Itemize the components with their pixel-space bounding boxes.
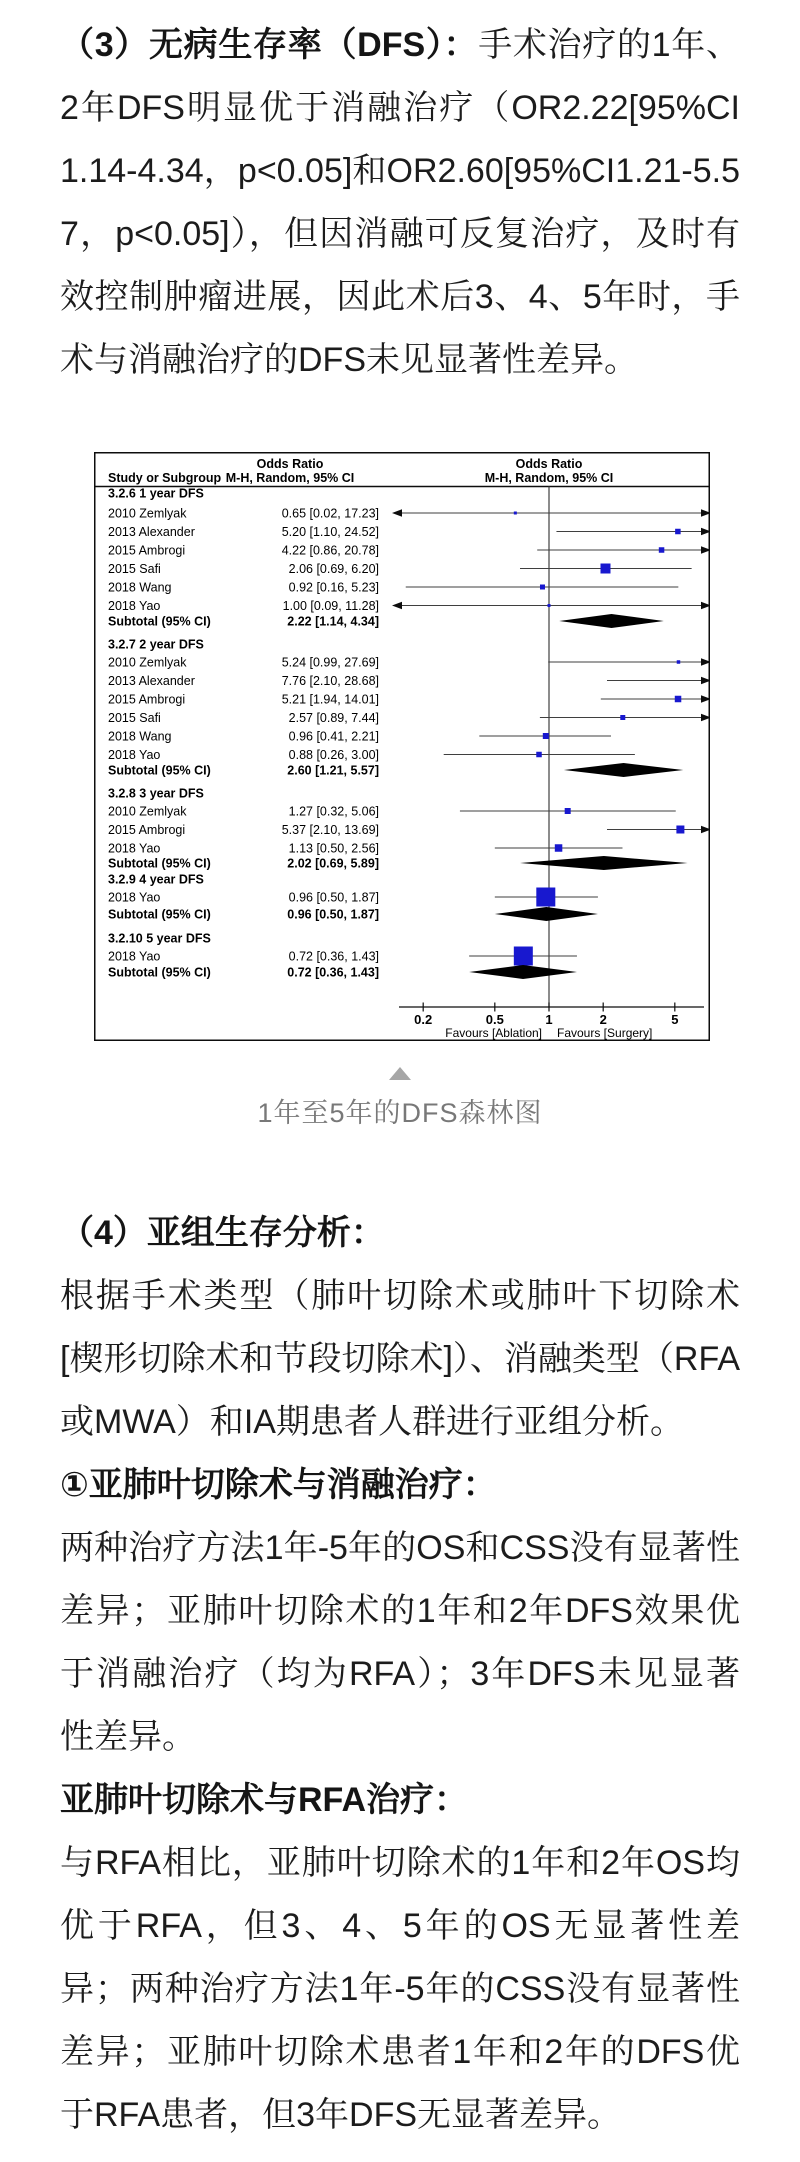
subtotal-diamond [559,614,664,628]
caption-pointer-row [60,1067,740,1080]
subtotal-or-text: 0.96 [0.50, 1.87] [287,907,379,922]
effect-marker [675,696,682,703]
subgroup-analysis-section [60,1202,740,2147]
effect-marker [540,585,545,590]
study-or-text: 1.13 [0.50, 2.56] [288,841,379,856]
effect-marker [677,660,681,664]
forest-plot-image[interactable] [94,452,710,1041]
effect-marker [600,564,610,574]
study-or-text: 5.24 [0.99, 27.69] [281,655,379,670]
paragraph-dfs-heading: （3）无病生存率（DFS）： [60,26,479,64]
study-or-text: 1.27 [0.32, 5.06] [288,804,379,819]
left-arrow [392,602,402,610]
subtotal-name: Subtotal (95% CI) [108,614,211,629]
study-or-text: 0.96 [0.41, 2.21] [288,729,379,744]
study-name: 2018 Yao [108,599,161,613]
figure-caption: 1年至5年的DFS森林图 [257,1098,543,1128]
study-or-text: 5.20 [1.10, 24.52] [281,525,379,539]
study-name: 2013 Alexander [108,525,195,539]
section-label: 3.2.9 4 year DFS [108,872,204,887]
effect-marker [555,844,563,852]
study-name: 2018 Yao [108,748,161,762]
study-or-text: 0.65 [0.02, 17.23] [281,506,379,521]
study-name: 2015 Ambrogi [108,543,186,558]
paragraph-subgroup-body: 根据手术类型（肺叶切除术或肺叶下切除术[楔形切除术和节段切除术]）、消融类型（RFA或MWA）和IA期患者人群进行亚组分析。 [60,1277,741,1441]
subtotal-name: Subtotal (95% CI) [108,965,211,980]
study-name: 2010 Zemlyak [108,655,187,670]
effect-marker [676,826,684,834]
study-or-text: 0.72 [0.36, 1.43] [288,949,379,964]
study-name: 2010 Zemlyak [108,804,187,819]
subtotal-name: Subtotal (95% CI) [108,763,211,778]
subtotal-or-text: 0.72 [0.36, 1.43] [287,965,379,980]
paragraph-dfs [60,14,740,392]
study-name: 2018 Yao [108,949,161,964]
study-or-text: 2.06 [0.69, 6.20] [288,562,379,576]
x-axis-tick-label: 0.2 [414,1012,433,1027]
study-name: 2010 Zemlyak [108,506,187,521]
subtotal-diamond [495,907,598,921]
heading-sublobar-vs-ablation: ①亚肺叶切除术与消融治疗： [60,1466,497,1504]
subtotal-diamond [564,763,683,777]
study-or-text: 5.21 [1.94, 14.01] [281,692,379,707]
col-header-odds-ratio-plot: Odds Ratio [515,457,583,471]
triangle-up-icon [389,1067,411,1080]
heading-sublobar-vs-rfa: 亚肺叶切除术与RFA治疗： [60,1781,468,1819]
plot-border [95,453,710,1041]
study-name: 2015 Safi [108,711,161,725]
study-or-text: 0.96 [0.50, 1.87] [288,890,379,905]
study-or-text: 2.57 [0.89, 7.44] [288,711,379,725]
effect-marker [543,733,549,739]
subtotal-or-text: 2.22 [1.14, 4.34] [287,614,379,629]
effect-marker [536,888,555,907]
effect-marker [548,604,551,607]
x-axis-tick-label: 0.5 [485,1012,504,1027]
effect-marker [536,752,542,758]
forest-plot-svg [94,452,710,1041]
paragraph-sublobar-vs-ablation: 两种治疗方法1年-5年的OS和CSS没有显著性差异；亚肺叶切除术的1年和2年DFS效果优于消融治疗（均为RFA）；3年DFS未见显著性差异。 [60,1529,740,1756]
effect-marker [514,947,533,966]
subtotal-or-text: 2.60 [1.21, 5.57] [287,763,379,778]
study-or-text: 7.76 [2.10, 28.68] [281,674,379,688]
study-or-text: 4.22 [0.86, 20.78] [281,543,379,558]
left-arrow [392,509,402,517]
effect-marker [659,547,665,553]
section-label: 3.2.8 3 year DFS [108,786,204,801]
section-label: 3.2.10 5 year DFS [108,931,211,946]
study-or-text: 1.00 [0.09, 11.28] [282,599,379,613]
study-or-text: 5.37 [2.10, 13.69] [281,823,379,837]
col-header-method-plot: M-H, Random, 95% CI [484,471,614,485]
paragraph-subgroup-heading: （4）亚组生存分析： [60,1214,385,1252]
study-name: 2018 Wang [108,580,172,595]
x-axis-tick-label: 5 [671,1012,679,1027]
col-header-odds-ratio: Odds Ratio [256,457,324,471]
paragraph-sublobar-vs-rfa: 与RFA相比，亚肺叶切除术的1年和2年OS均优于RFA，但3、4、5年的OS无显著性差异；两种治疗方法1年-5年的CSS没有显著性差异；亚肺叶切除术患者1年和2年的DFS优于RFA患者，但3年DFS无显著差异。 [60,1844,740,2134]
favours-ablation-label: Favours [Ablation] [445,1026,542,1040]
subtotal-diamond [469,965,577,979]
subtotal-or-text: 2.02 [0.69, 5.89] [287,856,379,871]
effect-marker [675,529,681,535]
effect-marker [565,808,571,814]
study-or-text: 0.88 [0.26, 3.00] [288,748,379,762]
study-name: 2018 Wang [108,729,172,744]
study-or-text: 0.92 [0.16, 5.23] [288,580,379,595]
paragraph-dfs-body: 手术治疗的1年、2年DFS明显优于消融治疗（OR2.22[95%CI1.14-4.34，p<0.05]和OR2.60[95%CI1.21-5.57，p<0.05]），但因消融可反复治疗，及时有效控制肿瘤进展，因此术后3、4、5年时，手术与消融治疗的DFS未见显著性差异。 [60,26,740,379]
study-name: 2015 Ambrogi [108,692,186,707]
x-axis-tick-label: 1 [545,1012,553,1027]
subtotal-name: Subtotal (95% CI) [108,856,211,871]
study-name: 2015 Safi [108,562,161,576]
favours-surgery-label: Favours [Surgery] [557,1026,653,1040]
x-axis-tick-label: 2 [599,1012,607,1027]
effect-marker [620,715,625,720]
effect-marker [514,512,517,515]
subtotal-diamond [520,856,688,870]
study-name: 2018 Yao [108,841,161,856]
section-label: 3.2.6 1 year DFS [108,486,204,501]
section-label: 3.2.7 2 year DFS [108,637,204,652]
col-header-method: M-H, Random, 95% CI [225,471,355,485]
study-name: 2018 Yao [108,890,161,905]
subtotal-name: Subtotal (95% CI) [108,907,211,922]
col-header-study: Study or Subgroup [108,471,222,485]
study-name: 2013 Alexander [108,674,195,688]
study-name: 2015 Ambrogi [108,823,186,837]
